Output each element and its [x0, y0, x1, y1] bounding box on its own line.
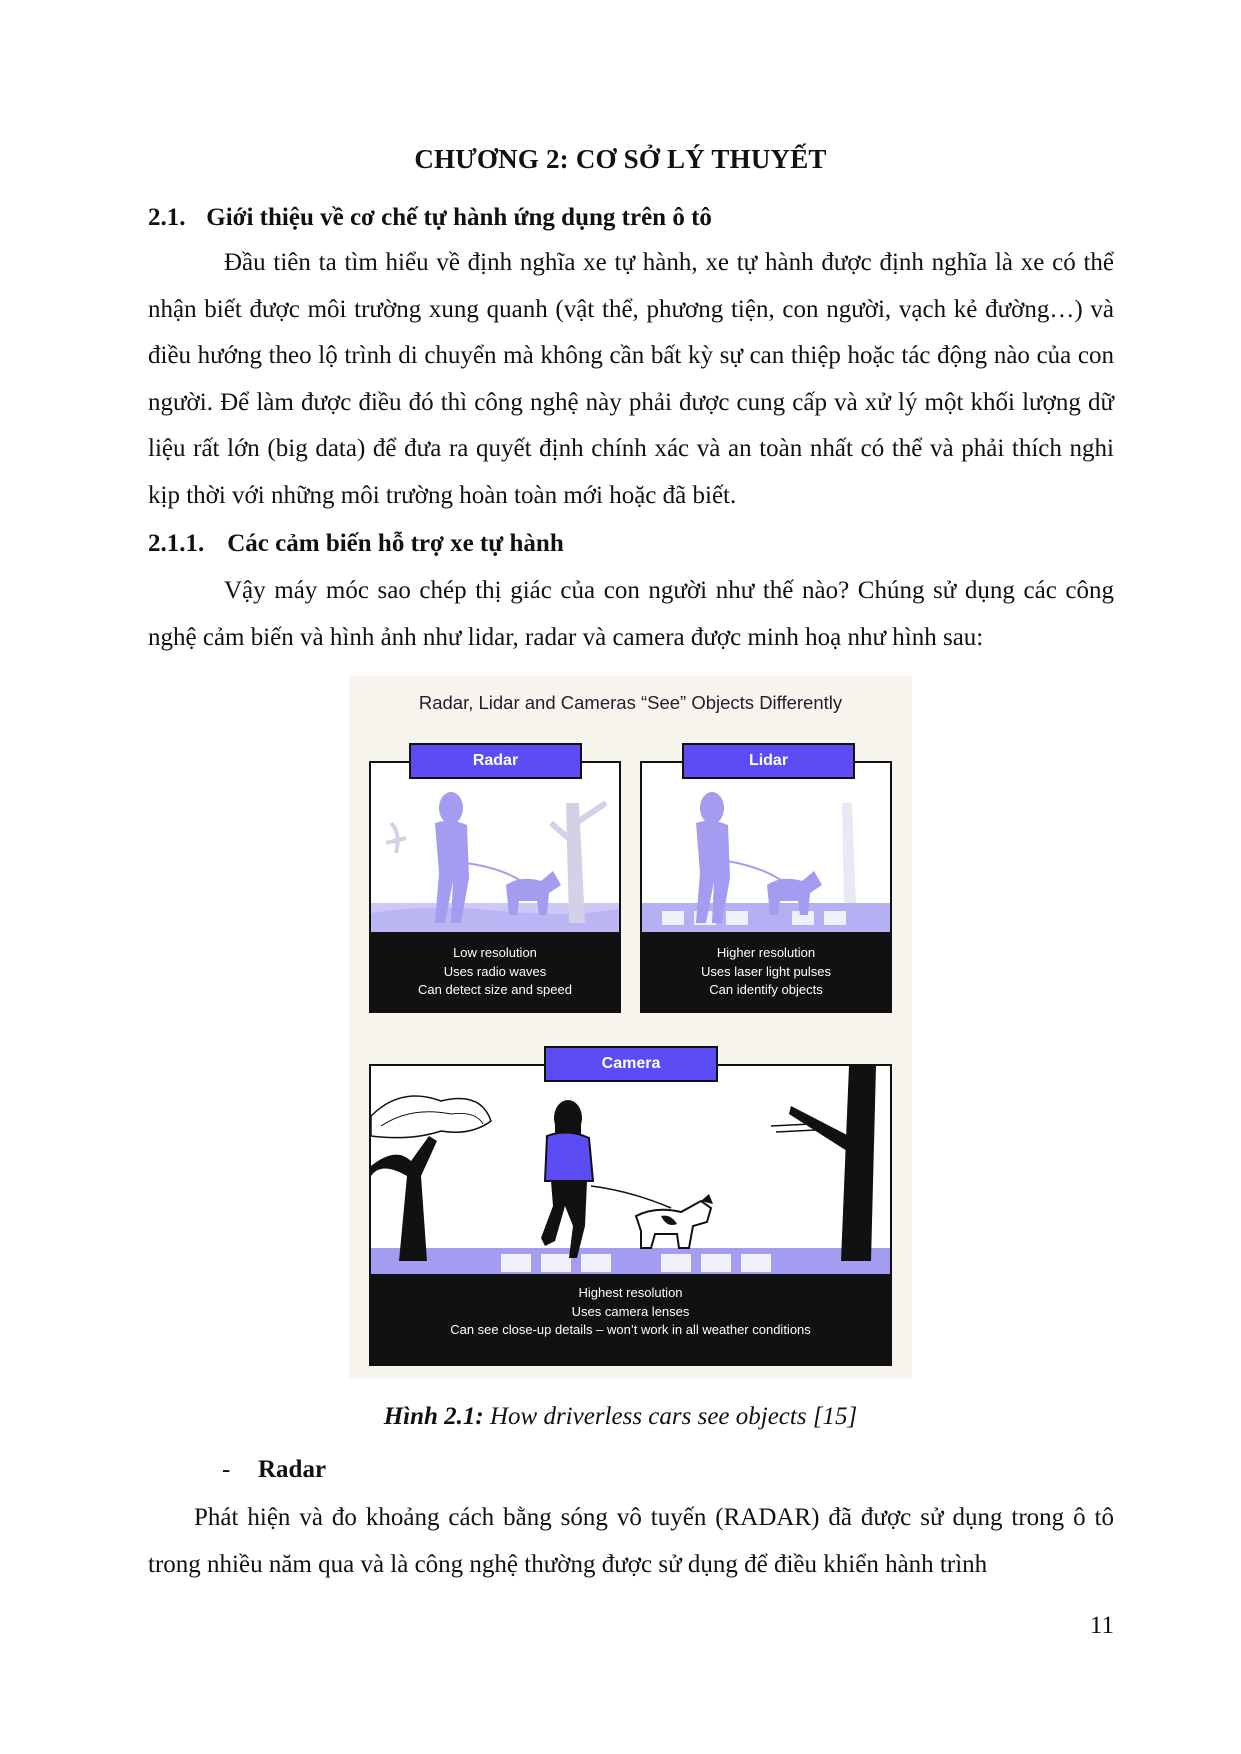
section-title: Giới thiệu về cơ chế tự hành ứng dụng trên ô tô — [206, 204, 712, 231]
bullet-dash: - — [222, 1456, 231, 1483]
camera-label-tag: Camera — [544, 1046, 718, 1082]
camera-desc-line: Uses camera lenses — [571, 1303, 690, 1319]
radar-description — [371, 932, 619, 1011]
radar-panel — [369, 761, 621, 1013]
chapter-title: CHƯƠNG 2: CƠ SỞ LÝ THUYẾT — [414, 144, 827, 174]
lidar-label-tag: Lidar — [682, 743, 855, 779]
section-title: Các cảm biến hỗ trợ xe tự hành — [227, 530, 564, 557]
camera-panel — [369, 1064, 892, 1366]
figure-title: Radar, Lidar and Cameras “See” Objects Differently — [418, 692, 843, 713]
sensor-comparison-figure — [349, 676, 912, 1379]
radar-bullet-heading — [222, 1456, 326, 1484]
camera-desc-line: Can see close-up details – won’t work in all weather conditions — [450, 1322, 811, 1337]
figure-caption — [0, 1403, 1241, 1431]
radar-paragraph: Phát hiện và đo khoảng cách bằng sóng vô tuyến (RADAR) đã được sử dụng trong ô tô trong nhiều năm qua và là công nghệ thường được sử dụng để điều khiển hành trình — [148, 1504, 1114, 1578]
lidar-description — [642, 932, 890, 1011]
caption-label: Hình 2.1: — [383, 1403, 484, 1430]
caption-text: How driverless cars see objects [15] — [483, 1403, 858, 1430]
sensors-paragraph: Vậy máy móc sao chép thị giác của con người như thế nào? Chúng sử dụng các công nghệ cảm biến và hình ảnh như lidar, radar và camera được minh hoạ như hình sau: — [148, 577, 1114, 651]
radar-label-tag: Radar — [409, 743, 582, 779]
radar-desc-line: Uses radio waves — [443, 963, 547, 979]
camera-description — [371, 1274, 890, 1364]
section-heading-2-1 — [148, 204, 712, 232]
section-number: 2.1.1. — [148, 530, 205, 557]
lidar-desc-line: Can identify objects — [709, 982, 823, 997]
section-number: 2.1. — [148, 204, 186, 231]
camera-desc-line: Highest resolution — [578, 1285, 683, 1300]
lidar-panel — [640, 761, 892, 1013]
page-number: 11 — [1089, 1612, 1114, 1639]
intro-paragraph: Đầu tiên ta tìm hiểu về định nghĩa xe tự hành, xe tự hành được định nghĩa là xe có thể nhận biết được môi trường xung quanh (vật thể, phương tiện, con người, vạch kẻ đường…) và điều hướng theo lộ trình di chuyển mà không cần bất kỳ sự can thiệp hoặc tác động nào của con người. Để làm được điều đó thì công nghệ này phải được cung cấp và xử lý một khối lượng dữ liệu rất lớn (big data) để đưa ra quyết định chính xác và an toàn nhất có thể và phải thích nghi kịp thời với những môi trường hoàn toàn mới hoặc đã biết. — [148, 249, 1114, 509]
section-heading-2-1-1 — [148, 530, 564, 558]
lidar-desc-line: Uses laser light pulses — [700, 963, 832, 979]
radar-desc-line: Can detect size and speed — [418, 982, 572, 997]
bullet-title: Radar — [258, 1456, 327, 1483]
radar-desc-line: Low resolution — [453, 945, 537, 960]
lidar-desc-line: Higher resolution — [716, 945, 816, 960]
